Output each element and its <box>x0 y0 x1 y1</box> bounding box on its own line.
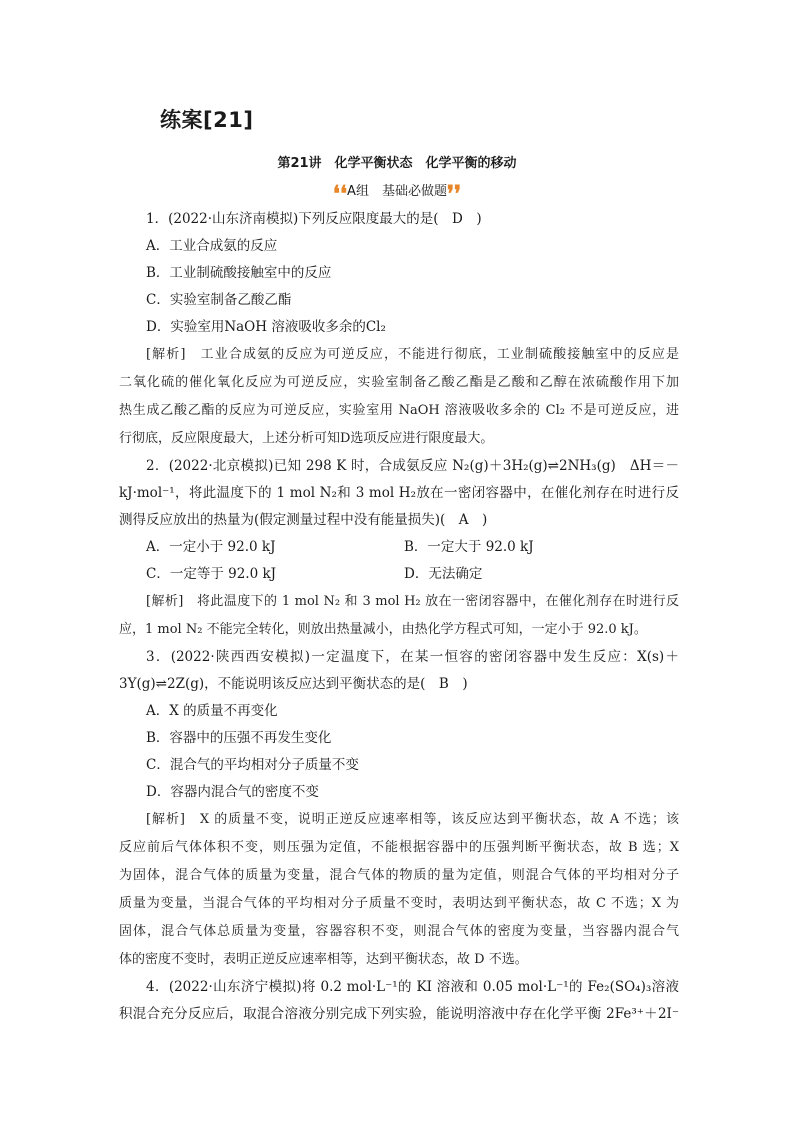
question-2-stem: kJ·mol⁻¹，将此温度下的 1 mol N₂和 3 mol H₂放在一密闭容器中，在催化剂存在时进行反 <box>119 485 679 501</box>
question-2-options-row <box>119 561 679 588</box>
question-3-option-b: B．容器中的压强不再发生变化 <box>146 730 332 746</box>
question-1-analysis: 热生成乙酸乙酯的反应为可逆反应，实验室用 NaOH 溶液吸收多余的 Cl₂ 不是可逆反应，进 <box>119 403 679 418</box>
question-3-analysis: 反应前后气体体积不变，则压强为定值，不能根据容器中的压强判断平衡状态，故 B 选；X <box>119 840 679 855</box>
page-heading: 练案[21] <box>160 108 254 132</box>
question-1-analysis: [解析] 工业合成氨的反应为可逆反应，不能进行彻底，工业制硫酸接触室中的反应是 <box>146 347 679 362</box>
question-2-options-row <box>119 534 679 561</box>
question-4-stem: 4．(2022·山东济宁模拟)将 0.2 mol·L⁻¹的 KI 溶液和 0.05 mol·L⁻¹的 Fe₂(SO₄)₃溶液 <box>146 979 679 995</box>
question-1-analysis: 行彻底，反应限度最大，上述分析可知D选项反应进行限度最大。 <box>119 431 494 446</box>
open-quote-icon: ❛❛ <box>332 181 348 207</box>
question-3-option-d: D．容器内混合气的密度不变 <box>146 784 319 800</box>
question-3-analysis: 为固体，混合气体的质量为变量，混合气体的物质的量为定值，则混合气体的平均相对分子 <box>119 868 679 883</box>
question-1-option-b: B．工业制硫酸接触室中的反应 <box>146 265 332 281</box>
question-3-analysis: 体的密度不变时，表明正逆反应速率相等，达到平衡状态，故 D 不选。 <box>119 952 528 967</box>
group-label: A组 基础必做题 <box>347 184 447 199</box>
question-1-option-c: C．实验室制备乙酸乙酯 <box>146 292 292 308</box>
question-2-analysis: [解析] 将此温度下的 1 mol N₂ 和 3 mol H₂ 放在一密闭容器中，在催化剂存在时进行反 <box>146 594 679 609</box>
question-3-option-a: A．X 的质量不再变化 <box>146 703 278 719</box>
question-2-option-a: A．一定小于 92.0 kJ <box>146 539 276 555</box>
question-3-stem: 3．(2022·陕西西安模拟)一定温度下，在某一恒容的密闭容器中发生反应：X(s)＋ <box>146 649 679 665</box>
question-1-stem: 1．(2022·山东济南模拟)下列反应限度最大的是( D ) <box>146 211 482 227</box>
question-3-analysis: [解析] X 的质量不变，说明正逆反应速率相等，该反应达到平衡状态，故 A 不选；该 <box>146 812 679 827</box>
question-2-option-d: D．无法确定 <box>404 566 483 582</box>
close-quote-icon: ❜❜ <box>446 181 462 207</box>
question-1-option-a: A．工业合成氨的反应 <box>146 238 278 254</box>
question-3-option-c: C．混合气的平均相对分子质量不变 <box>146 757 359 773</box>
question-2-option-c: C．一定等于 92.0 kJ <box>146 566 277 582</box>
question-2-stem: 2．(2022·北京模拟)已知 298 K 时，合成氨反应 N₂(g)＋3H₂(g)⇌2NH₃(g) ΔH＝－ <box>146 458 679 474</box>
question-3-analysis: 质量为变量，当混合气体的平均相对分子质量不变时，表明达到平衡状态，故 C 不选；X 为 <box>119 896 679 911</box>
question-3-stem: 3Y(g)⇌2Z(g)，不能说明该反应达到平衡状态的是( B ) <box>119 676 468 692</box>
question-1-option-d: D．实验室用NaOH 溶液吸收多余的Cl₂ <box>146 319 386 335</box>
question-2-analysis: 应，1 mol N₂ 不能完全转化，则放出热量减小，由热化学方程式可知，一定小于 92.0 kJ。 <box>119 622 647 637</box>
question-2-stem: 测得反应放出的热量为(假定测量过程中没有能量损失)( A ) <box>119 512 488 528</box>
lesson-title: 第21讲 化学平衡状态 化学平衡的移动 <box>277 156 517 171</box>
question-4-stem: 积混合充分反应后，取混合溶液分别完成下列实验，能说明溶液中存在化学平衡 2Fe³⁺＋2I⁻ <box>119 1006 679 1022</box>
group-banner <box>0 180 794 207</box>
question-1-analysis: 二氧化硫的催化氧化反应为可逆反应，实验室制备乙酸乙酯是乙酸和乙醇在浓硫酸作用下加 <box>119 375 679 390</box>
question-2-option-b: B．一定大于 92.0 kJ <box>404 539 534 555</box>
question-list <box>119 206 679 1028</box>
question-3-analysis: 固体，混合气体总质量为变量，容器容积不变，则混合气体的密度为变量，当容器内混合气 <box>119 924 679 939</box>
